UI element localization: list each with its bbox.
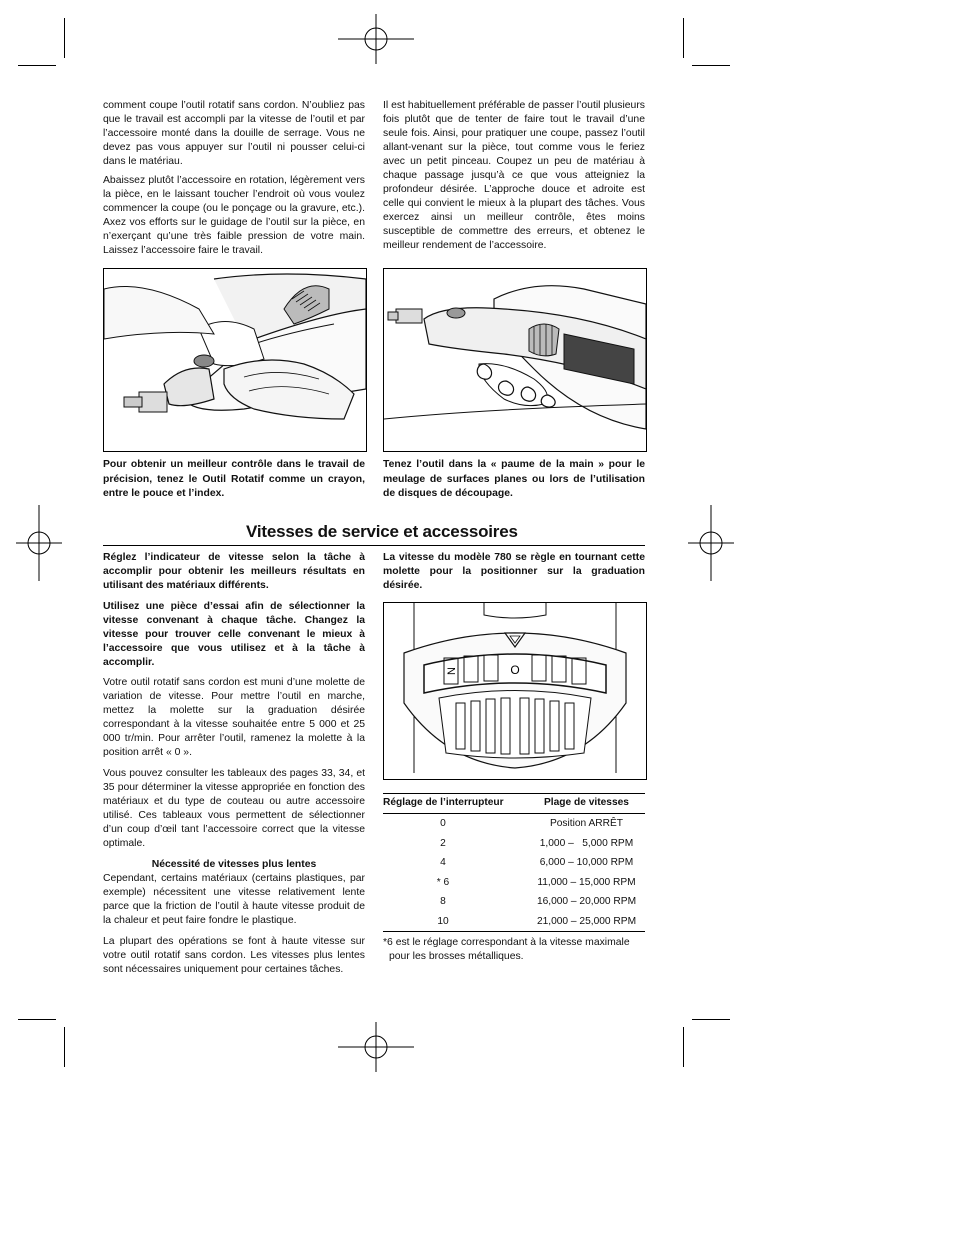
header-range: Plage de vitesses <box>528 794 645 814</box>
range-cell: 11,000 – 15,000 RPM <box>537 876 636 888</box>
setting-cell: * 6 <box>436 876 450 888</box>
figure-speed-dial <box>383 602 647 780</box>
table-footnote: *6 est le réglage correspondant à la vitesse maximale pour les brosses métalliques. <box>383 937 630 962</box>
paragraph: Vous pouvez consulter les tableaux des pages 33, 34, et 35 pour déterminer la vitesse appropriée en fonction des matériaux et du type de couteau ou autre accessoire utilisé. Ces tableaux vous permettent de sélectionner d’un coup d’œil tant l’accessoire correct que la vitesse optimale. <box>103 768 365 849</box>
range-cell: 16,000 – 20,000 RPM <box>536 896 637 908</box>
bold-paragraph: Utilisez une pièce d’essai afin de sélectionner la vitesse convenant à chaque tâche. Changez la vitesse pour trouver celle convenant le mieux à l’accessoire que vous utilisez et à la tâche à accomplir. <box>103 601 365 668</box>
right-column-top <box>383 99 645 253</box>
registration-target-top <box>338 14 414 64</box>
sub-heading: Nécessité de vitesses plus lentes <box>151 859 317 870</box>
speed-dial-illustration <box>384 603 646 779</box>
registration-target-left <box>16 505 62 581</box>
setting-cell: 2 <box>440 837 446 849</box>
speed-table <box>383 794 645 931</box>
paragraph: Cependant, certains matériaux (certains plastiques, par exemple) nécessitent une vitesse relativement lente parce que la friction de l’outil à haute vitesse produit de la chaleur et peut faire fondre le plastique. <box>103 873 365 926</box>
right-column-bottom <box>383 551 645 593</box>
section-title: Vitesses de service et accessoires <box>246 522 518 541</box>
table-row <box>383 853 645 873</box>
left-column-top <box>103 99 365 258</box>
range-cell: 1,000 – 5,000 RPM <box>539 837 634 849</box>
section-rule <box>103 545 645 546</box>
header-setting: Réglage de l’interrupteur <box>383 794 528 814</box>
table-row <box>383 834 645 854</box>
range-cell: 6,000 – 10,000 RPM <box>539 857 634 869</box>
paragraph: Il est habituellement préférable de passer l’outil plusieurs fois plutôt que de tenter de faire tout le travail d’une seule fois. Ainsi, pour pratiquer une coupe, passez l’outil allant-venant sur la pièce, tout comme vous le feriez avec un petit pinceau. Coupez un peu de matériau à chaque passage jusqu’à ce que vous atteigniez la profondeur désirée. L’approche douce et adroite est celle qui convient le mieux à la plupart des tâches. Vous exercez ainsi un meilleur contrôle, êtes moins susceptible de commettre des erreurs, et obtenez le meilleur rendement de l’accessoire. <box>383 100 645 251</box>
figure-pencil-grip <box>103 268 367 452</box>
table-row <box>383 892 645 912</box>
speed-table-wrap <box>383 793 645 964</box>
bold-paragraph: Réglez l’indicateur de vitesse selon la tâche à accomplir pour obtenir les meilleurs résultats en utilisant des matériaux différents. <box>103 552 365 591</box>
table-row <box>383 814 645 834</box>
table-row <box>383 873 645 893</box>
registration-target-right <box>688 505 734 581</box>
left-column-bottom <box>103 551 365 977</box>
caption-left: Pour obtenir un meilleur contrôle dans le travail de précision, tenez le Outil Rotatif comme un crayon, entre le pouce et l’index. <box>103 459 365 499</box>
setting-cell: 8 <box>440 896 446 908</box>
setting-cell: 0 <box>440 818 446 830</box>
registration-target-bottom <box>338 1022 414 1072</box>
tool-in-palm-illustration <box>384 269 646 451</box>
dial-label-o: O <box>510 663 520 677</box>
table-row <box>383 912 645 932</box>
setting-cell: 10 <box>437 915 449 927</box>
range-cell: Position ARRÊT <box>549 818 624 830</box>
caption-right: Tenez l’outil dans la « paume de la main » pour le meulage de surfaces planes ou lors de l’utilisation de disques de découpage. <box>383 459 645 499</box>
setting-cell: 4 <box>440 857 446 869</box>
paragraph: comment coupe l’outil rotatif sans cordon. N’oubliez pas que le travail est accompli par la vitesse de l’outil et par l’accessoire monté dans la douille de serrage. Vous ne devez pas vous appuyer sur l’outil ni pousser celui-ci dans le matériau. <box>103 100 365 167</box>
paragraph: La plupart des opérations se font à haute vitesse sur votre outil rotatif sans cordon. Les vitesses plus lentes sont nécessaires uniquement pour certaines tâches. <box>103 936 365 975</box>
figure-palm-grip <box>383 268 647 452</box>
dial-label-n: N <box>446 667 458 675</box>
paragraph: Abaissez plutôt l’accessoire en rotation, légèrement vers la pièce, en le laissant toucher l’endroit où vous voulez commencer la coupe (ou le ponçage ou la gravure, etc.). Axez vos efforts sur le guidage de l’outil sur la pièce, en n’exerçant qu’une très faible pression de votre main. Laissez l’accessoire faire le travail. <box>103 175 365 256</box>
paragraph: Votre outil rotatif sans cordon est muni d’une molette de variation de vitesse. Pour mettre l’outil en marche, mettez la molette sur la graduation désirée correspondant à la vitesse souhaitée entre 5 000 et 25 000 tr/min. Pour arrêter l’outil, ramenez la molette à la position arrêt « 0 ». <box>103 677 365 758</box>
range-cell: 21,000 – 25,000 RPM <box>536 915 637 927</box>
bold-paragraph: La vitesse du modèle 780 se règle en tournant cette molette pour la positionner sur la graduation désirée. <box>383 552 645 591</box>
hand-holding-tool-illustration <box>104 269 366 451</box>
